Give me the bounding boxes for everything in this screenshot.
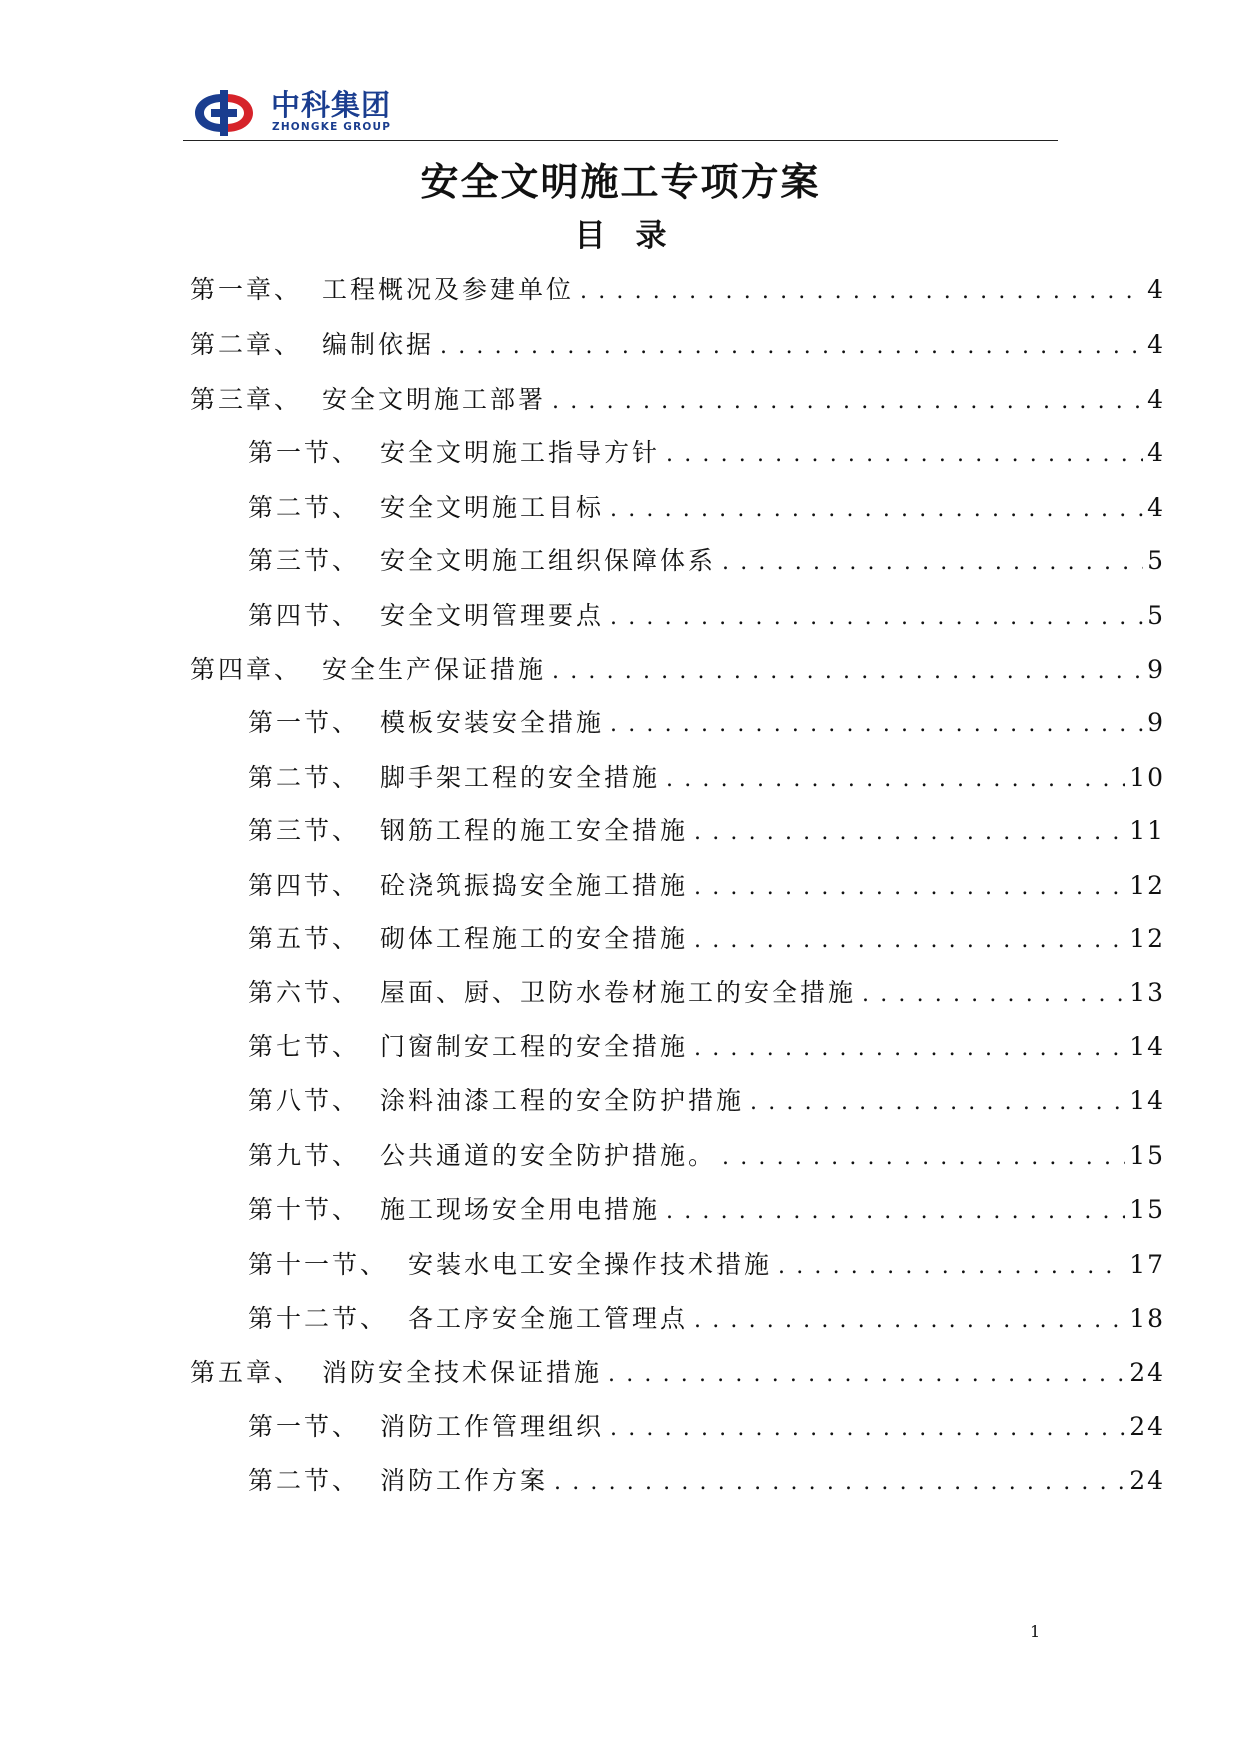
toc-entry-title: 安全文明施工目标 (380, 493, 605, 522)
toc-entry[interactable] (248, 488, 1165, 528)
toc-entry-page: 4 (1147, 330, 1165, 359)
toc-entry-leader-dots (610, 490, 1143, 530)
toc-entry-title: 屋面、厨、卫防水卷材施工的安全措施 (380, 978, 857, 1007)
toc-entry-page: 17 (1129, 1250, 1165, 1279)
logo-english-name: ZHONGKE GROUP (272, 121, 392, 133)
toc-entry-page: 5 (1147, 601, 1165, 630)
toc-entry[interactable] (190, 380, 1165, 420)
toc-entry[interactable] (248, 541, 1165, 581)
toc-entry-title: 门窗制安工程的安全措施 (380, 1032, 689, 1061)
toc-entry-title: 安全文明施工组织保障体系 (380, 546, 717, 575)
toc-entry-number: 第七节、 (248, 1032, 361, 1061)
toc-entry[interactable] (248, 758, 1165, 798)
toc-entry-leader-dots (552, 652, 1143, 692)
toc-entry-leader-dots (610, 598, 1143, 638)
toc-entry[interactable] (190, 650, 1165, 690)
toc-entry[interactable] (190, 270, 1165, 310)
toc-entry-title: 消防安全技术保证措施 (322, 1358, 603, 1387)
toc-entry-leader-dots (440, 327, 1143, 367)
toc-entry-number: 第一节、 (248, 708, 361, 737)
toc-entry-number: 第五章、 (190, 1358, 303, 1387)
toc-entry-number: 第十节、 (248, 1195, 361, 1224)
toc-entry-page: 12 (1129, 924, 1165, 953)
toc-entry[interactable] (248, 1027, 1165, 1067)
toc-entry-page: 15 (1129, 1141, 1165, 1170)
toc-entry-page: 12 (1129, 871, 1165, 900)
logo-chinese-name: 中科集团 (271, 88, 392, 122)
toc-entry-page: 24 (1129, 1466, 1165, 1495)
toc-entry-title: 安全生产保证措施 (322, 655, 547, 684)
toc-entry-page: 14 (1129, 1032, 1165, 1061)
toc-entry-leader-dots (694, 813, 1125, 853)
toc-entry[interactable] (248, 703, 1165, 743)
toc-entry-title: 编制依据 (322, 330, 435, 359)
toc-entry-title: 砌体工程施工的安全措施 (380, 924, 689, 953)
document-title: 安全文明施工专项方案 (420, 159, 821, 204)
toc-entry-title: 公共通道的安全防护措施。 (380, 1141, 717, 1170)
toc-entry-page: 9 (1147, 708, 1165, 737)
toc-entry-page: 24 (1129, 1358, 1165, 1387)
toc-entry-number: 第四节、 (248, 871, 361, 900)
toc-entry-number: 第四节、 (248, 601, 361, 630)
toc-entry-leader-dots (722, 543, 1143, 583)
toc-entry-title: 各工序安全施工管理点 (408, 1304, 689, 1333)
toc-entry-number: 第九节、 (248, 1141, 361, 1170)
toc-entry-number: 第十一节、 (248, 1250, 389, 1279)
toc-entry-leader-dots (580, 272, 1143, 312)
toc-entry[interactable] (190, 325, 1165, 365)
header-divider (183, 140, 1058, 141)
toc-entry-page: 24 (1129, 1412, 1165, 1441)
toc-entry-page: 13 (1129, 978, 1165, 1007)
toc-entry[interactable] (190, 1353, 1165, 1393)
toc-entry-number: 第二节、 (248, 493, 361, 522)
toc-entry[interactable] (248, 1461, 1165, 1501)
toc-entry-number: 第三节、 (248, 816, 361, 845)
toc-entry-title: 安全文明管理要点 (380, 601, 605, 630)
toc-entry-page: 18 (1129, 1304, 1165, 1333)
toc-entry-page: 4 (1147, 438, 1165, 467)
toc-entry-leader-dots (694, 921, 1125, 961)
toc-entry-page: 4 (1147, 275, 1165, 304)
toc-entry[interactable] (248, 919, 1165, 959)
toc-entry[interactable] (248, 1407, 1165, 1447)
toc-entry-leader-dots (552, 382, 1143, 422)
toc-entry-number: 第一章、 (190, 275, 303, 304)
toc-entry-page: 5 (1147, 546, 1165, 575)
toc-entry-title: 模板安装安全措施 (380, 708, 605, 737)
toc-entry-number: 第一节、 (248, 1412, 361, 1441)
toc-entry[interactable] (248, 596, 1165, 636)
toc-entry-number: 第五节、 (248, 924, 361, 953)
toc-entry-page: 15 (1129, 1195, 1165, 1224)
toc-entry-leader-dots (778, 1247, 1125, 1287)
toc-entry-number: 第一节、 (248, 438, 361, 467)
toc-entry-title: 钢筋工程的施工安全措施 (380, 816, 689, 845)
toc-entry-leader-dots (666, 1192, 1125, 1232)
toc-entry-page: 10 (1129, 763, 1165, 792)
toc-entry-page: 14 (1129, 1086, 1165, 1115)
page-header (183, 86, 1058, 142)
zhongke-logo-icon (191, 90, 257, 136)
toc-entry-number: 第二节、 (248, 763, 361, 792)
toc-entry[interactable] (248, 866, 1165, 906)
toc-entry-number: 第二节、 (248, 1466, 361, 1495)
toc-entry[interactable] (248, 433, 1165, 473)
toc-entry-title: 施工现场安全用电措施 (380, 1195, 661, 1224)
toc-entry-leader-dots (722, 1138, 1125, 1178)
page-number: 1 (1030, 1622, 1041, 1641)
toc-entry-title: 砼浇筑振捣安全施工措施 (380, 871, 689, 900)
toc-entry-leader-dots (610, 1409, 1125, 1449)
toc-entry[interactable] (248, 1190, 1165, 1230)
toc-heading: 目录 (574, 218, 697, 254)
toc-entry-number: 第三节、 (248, 546, 361, 575)
toc-entry-leader-dots (666, 435, 1143, 475)
toc-entry-title: 安装水电工安全操作技术措施 (408, 1250, 773, 1279)
toc-entry[interactable] (248, 1245, 1165, 1285)
toc-entry[interactable] (248, 811, 1165, 851)
toc-entry[interactable] (248, 1136, 1165, 1176)
toc-entry-leader-dots (750, 1083, 1125, 1123)
toc-entry-title: 工程概况及参建单位 (322, 275, 575, 304)
toc-entry-leader-dots (694, 1301, 1125, 1341)
toc-entry[interactable] (248, 1081, 1165, 1121)
toc-entry-page: 11 (1129, 816, 1165, 845)
toc-entry-title: 安全文明施工指导方针 (380, 438, 661, 467)
toc-entry-leader-dots (554, 1463, 1125, 1503)
toc-entry-number: 第二章、 (190, 330, 303, 359)
toc-entry-number: 第十二节、 (248, 1304, 389, 1333)
toc-entry-title: 安全文明施工部署 (322, 385, 547, 414)
toc-entry-title: 消防工作方案 (380, 1466, 549, 1495)
toc-entry-leader-dots (694, 1029, 1125, 1069)
toc-entry-number: 第四章、 (190, 655, 303, 684)
toc-entry[interactable] (248, 973, 1165, 1013)
toc-entry-leader-dots (862, 975, 1125, 1015)
toc-entry-leader-dots (610, 705, 1143, 745)
toc-entry-number: 第八节、 (248, 1086, 361, 1115)
toc-entry-page: 4 (1147, 385, 1165, 414)
toc-entry-page: 9 (1147, 655, 1165, 684)
toc-entry-title: 消防工作管理组织 (380, 1412, 605, 1441)
toc-entry-leader-dots (694, 868, 1125, 908)
toc-entry-title: 涂料油漆工程的安全防护措施 (380, 1086, 745, 1115)
toc-entry-leader-dots (608, 1355, 1125, 1395)
toc-entry-number: 第六节、 (248, 978, 361, 1007)
toc-entry-number: 第三章、 (190, 385, 303, 414)
toc-entry[interactable] (248, 1299, 1165, 1339)
toc-entry-leader-dots (666, 760, 1125, 800)
toc-entry-title: 脚手架工程的安全措施 (380, 763, 661, 792)
toc-entry-page: 4 (1147, 493, 1165, 522)
